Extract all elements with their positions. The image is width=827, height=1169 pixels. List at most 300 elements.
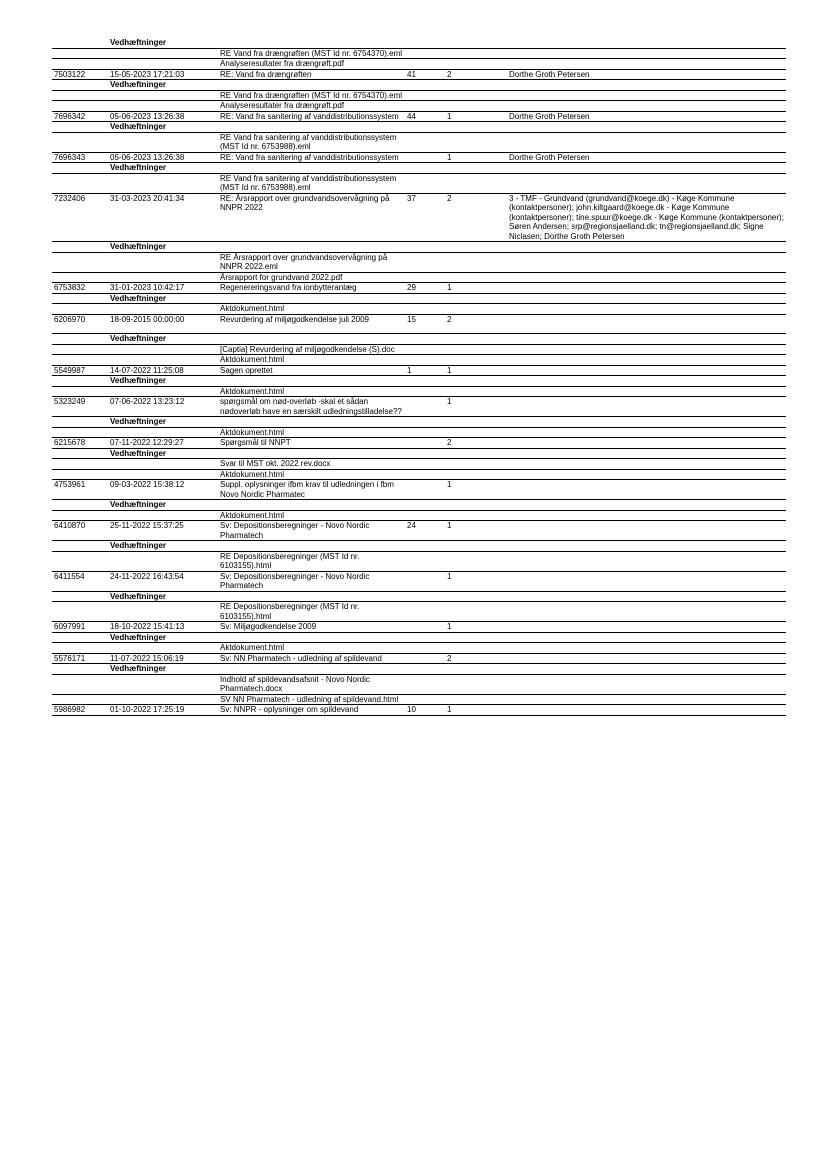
document-attachment-count: 1 [445,111,507,122]
document-row [52,397,786,417]
empty-cell [405,304,445,315]
empty-cell [52,448,108,459]
document-row [52,571,786,591]
empty-cell [405,551,445,571]
document-title: Sv: Depositionsberegninger - Novo Nordic Pharmatech [218,521,405,541]
empty-cell [445,293,507,304]
empty-cell [507,334,786,345]
attachment-name: RE Vand fra drængrøften (MST Id nr. 6754370).eml [218,48,405,59]
empty-cell [108,344,218,355]
attachment-name: Aktdokument.html [218,469,405,480]
document-row [52,152,786,163]
empty-cell [445,252,507,272]
attachment-row [52,674,786,694]
document-count: 1 [405,365,445,376]
empty-cell [507,90,786,101]
attachment-row [52,101,786,112]
empty-cell [507,386,786,397]
empty-cell [445,80,507,91]
document-date: 14-07-2022 11:25:08 [108,365,218,376]
attachment-row [52,344,786,355]
attachment-row [52,272,786,283]
document-date: 01-10-2022 17:25:19 [108,705,218,716]
empty-cell [405,252,445,272]
empty-cell [52,541,108,552]
document-id: 7696343 [52,152,108,163]
empty-cell [218,242,405,253]
attachments-label: Vedhæftninger [108,500,218,511]
attachments-label: Vedhæftninger [108,122,218,133]
attachments-label: Vedhæftninger [108,448,218,459]
empty-cell [507,510,786,521]
document-attachment-count: 1 [445,571,507,591]
empty-cell [108,551,218,571]
attachment-row [52,469,786,480]
empty-cell [218,163,405,174]
empty-cell [445,355,507,366]
attachments-label: Vedhæftninger [108,293,218,304]
attachments-header-row [52,242,786,253]
document-date: 18-10-2022 15:41:13 [108,622,218,633]
empty-cell [445,376,507,387]
document-date: 25-11-2022 15:37:25 [108,521,218,541]
empty-cell [445,417,507,428]
empty-cell [507,293,786,304]
document-recipients [507,653,786,664]
empty-cell [108,694,218,705]
document-id: 5323249 [52,397,108,417]
empty-cell [108,674,218,694]
attachment-row [52,355,786,366]
attachment-row [52,643,786,654]
document-recipients [507,521,786,541]
empty-cell [445,694,507,705]
attachments-label: Vedhæftninger [108,417,218,428]
attachments-label: Vedhæftninger [108,632,218,643]
document-id: 7696342 [52,111,108,122]
document-count [405,653,445,664]
attachments-label: Vedhæftninger [108,80,218,91]
attachment-row [52,459,786,470]
attachment-name: RE Depositionsberegninger (MST Id nr. 6103155).html [218,551,405,571]
document-count: 44 [405,111,445,122]
empty-cell [405,38,445,48]
document-attachment-count: 1 [445,622,507,633]
empty-cell [405,469,445,480]
empty-cell [405,293,445,304]
document-row [52,622,786,633]
document-count: 37 [405,193,445,242]
empty-cell [405,417,445,428]
document-date: 15-05-2023 17:21:03 [108,69,218,80]
empty-cell [52,122,108,133]
document-id: 5576171 [52,653,108,664]
empty-cell [108,272,218,283]
document-title: RE: Vand fra sanitering af vanddistributionssystem [218,111,405,122]
empty-cell [218,632,405,643]
empty-cell [218,293,405,304]
empty-cell [405,500,445,511]
attachment-name: Årsrapport for grundvand 2022.pdf [218,272,405,283]
attachments-label: Vedhæftninger [108,242,218,253]
empty-cell [445,448,507,459]
empty-cell [507,602,786,622]
document-recipients [507,314,786,334]
document-row [52,69,786,80]
empty-cell [218,448,405,459]
document-title: Sv: Depositionsberegninger - Novo Nordic Pharmatech [218,571,405,591]
empty-cell [52,59,108,70]
empty-cell [405,459,445,470]
empty-cell [507,643,786,654]
empty-cell [445,541,507,552]
empty-cell [507,417,786,428]
document-title: Sv: NN Pharmatech - udledning af spildevand [218,653,405,664]
empty-cell [445,386,507,397]
empty-cell [507,541,786,552]
empty-cell [507,59,786,70]
document-attachment-count: 1 [445,397,507,417]
empty-cell [108,48,218,59]
empty-cell [405,427,445,438]
empty-cell [108,90,218,101]
document-recipients: Dorthe Groth Petersen [507,111,786,122]
empty-cell [405,101,445,112]
empty-cell [507,163,786,174]
empty-cell [507,344,786,355]
attachments-label: Vedhæftninger [108,38,218,48]
empty-cell [405,386,445,397]
empty-cell [405,448,445,459]
empty-cell [218,38,405,48]
attachment-name: RE Vand fra drængrøften (MST Id nr. 6754370).eml [218,90,405,101]
attachments-header-row [52,334,786,345]
empty-cell [52,664,108,675]
document-list-table [52,38,786,716]
document-count [405,438,445,449]
empty-cell [52,355,108,366]
attachment-name: RE Årsrapport over grundvandsovervågning på NNPR 2022.eml [218,252,405,272]
document-title: RE: Vand fra drængrøften [218,69,405,80]
empty-cell [52,304,108,315]
document-date: 09-03-2022 15:38:12 [108,480,218,500]
empty-cell [445,632,507,643]
attachments-header-row [52,664,786,675]
attachment-name: Aktdokument.html [218,427,405,438]
document-count: 15 [405,314,445,334]
document-id: 6206970 [52,314,108,334]
empty-cell [445,602,507,622]
empty-cell [445,591,507,602]
empty-cell [405,344,445,355]
empty-cell [405,90,445,101]
document-attachment-count: 1 [445,152,507,163]
attachments-header-row [52,591,786,602]
document-row [52,521,786,541]
document-title: Sagen oprettet [218,365,405,376]
empty-cell [405,242,445,253]
document-attachment-count: 2 [445,653,507,664]
empty-cell [507,551,786,571]
document-date: 07-11-2022 12:29:27 [108,438,218,449]
empty-cell [405,541,445,552]
document-id: 6411554 [52,571,108,591]
empty-cell [507,448,786,459]
document-id: 5549987 [52,365,108,376]
empty-cell [445,122,507,133]
empty-cell [108,469,218,480]
document-attachment-count: 1 [445,365,507,376]
empty-cell [52,334,108,345]
attachment-row [52,602,786,622]
empty-cell [218,376,405,387]
attachment-name: RE Vand fra sanitering af vanddistributionssystem (MST Id nr. 6753988).eml [218,132,405,152]
empty-cell [405,272,445,283]
empty-cell [52,242,108,253]
document-date: 18-09-2015 00:00:00 [108,314,218,334]
document-row [52,111,786,122]
attachments-header-row [52,541,786,552]
empty-cell [52,173,108,193]
document-recipients [507,622,786,633]
document-date: 24-11-2022 16:43:54 [108,571,218,591]
empty-cell [507,355,786,366]
document-count: 29 [405,283,445,294]
document-recipients: Dorthe Groth Petersen [507,152,786,163]
empty-cell [405,674,445,694]
attachment-row [52,304,786,315]
empty-cell [507,80,786,91]
empty-cell [445,132,507,152]
empty-cell [405,122,445,133]
empty-cell [405,355,445,366]
empty-cell [507,694,786,705]
document-row [52,193,786,242]
document-row [52,705,786,716]
empty-cell [445,334,507,345]
empty-cell [52,602,108,622]
document-recipients [507,397,786,417]
document-recipients [507,365,786,376]
empty-cell [52,459,108,470]
empty-cell [507,427,786,438]
attachments-header-row [52,632,786,643]
document-row [52,438,786,449]
empty-cell [52,293,108,304]
attachments-label: Vedhæftninger [108,163,218,174]
attachment-row [52,386,786,397]
empty-cell [52,417,108,428]
empty-cell [445,469,507,480]
document-id: 7503122 [52,69,108,80]
attachment-row [52,132,786,152]
empty-cell [445,242,507,253]
attachment-row [52,59,786,70]
attachment-row [52,48,786,59]
empty-cell [52,38,108,48]
empty-cell [507,500,786,511]
empty-cell [507,242,786,253]
document-title: RE: Årsrapport over grundvandsovervågning på NNPR 2022 [218,193,405,242]
empty-cell [52,500,108,511]
empty-cell [108,173,218,193]
attachment-row [52,694,786,705]
document-recipients [507,705,786,716]
empty-cell [507,674,786,694]
document-count [405,397,445,417]
empty-cell [108,459,218,470]
document-attachment-count: 2 [445,438,507,449]
empty-cell [218,417,405,428]
empty-cell [405,694,445,705]
document-count [405,152,445,163]
attachment-name: RE Depositionsberegninger (MST Id nr. 6103155).html [218,602,405,622]
document-recipients [507,283,786,294]
empty-cell [108,101,218,112]
empty-cell [218,591,405,602]
document-count: 24 [405,521,445,541]
document-count [405,480,445,500]
attachment-row [52,173,786,193]
attachment-name: Aktdokument.html [218,643,405,654]
attachments-header-row [52,417,786,428]
document-title: spørgsmål om nød-overløb -skal et sådan nødoverløb have en særskilt udledningstilladelse?? [218,397,405,417]
empty-cell [405,376,445,387]
document-recipients [507,571,786,591]
attachment-name: SV NN Pharmatech - udledning af spildevand.html [218,694,405,705]
empty-cell [507,591,786,602]
empty-cell [445,664,507,675]
empty-cell [445,643,507,654]
document-row [52,283,786,294]
empty-cell [108,59,218,70]
empty-cell [507,48,786,59]
document-id: 4753961 [52,480,108,500]
attachment-row [52,427,786,438]
empty-cell [52,510,108,521]
empty-cell [218,664,405,675]
empty-cell [218,541,405,552]
attachment-row [52,252,786,272]
empty-cell [108,355,218,366]
empty-cell [405,664,445,675]
attachment-name: Indhold af spildevandsafsnit - Novo Nordic Pharmatech.docx [218,674,405,694]
empty-cell [445,48,507,59]
empty-cell [52,132,108,152]
document-recipients: 3 - TMF - Grundvand (grundvand@koege.dk) - Køge Kommune (kontaktpersoner); john.kiltgaard@koege.dk - Køge Kommune (kontaktpersoner); tine.spuur@koege.dk - Køge Kommune (kontaktpersoner); Søren Andersen; srp@regionsjaelland.dk; tn@regionsjaelland.dk; Signe Niclasen; Dorthe Groth Petersen [507,193,786,242]
document-attachment-count: 1 [445,521,507,541]
empty-cell [445,459,507,470]
attachments-header-row [52,500,786,511]
document-title: Spørgsmål til NNPT [218,438,405,449]
document-date: 31-03-2023 20:41:34 [108,193,218,242]
empty-cell [52,252,108,272]
attachments-header-row [52,80,786,91]
attachments-label: Vedhæftninger [108,591,218,602]
empty-cell [405,48,445,59]
attachment-name: Svar til MST okt. 2022 rev.docx [218,459,405,470]
document-attachment-count: 2 [445,69,507,80]
empty-cell [507,272,786,283]
empty-cell [108,427,218,438]
document-title: RE: Vand fra sanitering af vanddistributionssystem [218,152,405,163]
empty-cell [445,551,507,571]
empty-cell [108,643,218,654]
empty-cell [108,510,218,521]
document-attachment-count: 2 [445,314,507,334]
document-date: 07-06-2022 13:23:12 [108,397,218,417]
empty-cell [507,469,786,480]
document-attachment-count: 1 [445,705,507,716]
document-id: 7232406 [52,193,108,242]
empty-cell [405,132,445,152]
empty-cell [507,101,786,112]
empty-cell [445,304,507,315]
empty-cell [405,163,445,174]
empty-cell [445,38,507,48]
empty-cell [218,500,405,511]
attachment-name: Aktdokument.html [218,386,405,397]
attachments-header-row [52,122,786,133]
attachment-name: Aktdokument.html [218,304,405,315]
document-date: 05-06-2023 13:26:38 [108,111,218,122]
empty-cell [445,427,507,438]
attachments-label: Vedhæftninger [108,664,218,675]
empty-cell [445,173,507,193]
document-count: 41 [405,69,445,80]
empty-cell [507,376,786,387]
document-recipients: Dorthe Groth Petersen [507,69,786,80]
attachment-name: Analyseresultater fra drængrøft.pdf [218,101,405,112]
empty-cell [507,459,786,470]
empty-cell [108,602,218,622]
document-id: 6097991 [52,622,108,633]
empty-cell [52,80,108,91]
empty-cell [52,643,108,654]
empty-cell [507,252,786,272]
document-count [405,622,445,633]
attachments-header-row [52,448,786,459]
empty-cell [507,664,786,675]
attachment-row [52,510,786,521]
attachments-label: Vedhæftninger [108,334,218,345]
empty-cell [405,643,445,654]
empty-cell [445,500,507,511]
empty-cell [108,304,218,315]
empty-cell [507,122,786,133]
document-id: 6215678 [52,438,108,449]
document-title: Sv: NNPR - oplysninger om spildevand [218,705,405,716]
document-title: Suppl. oplysninger ifbm krav til udledningen i fbm Novo Nordic Pharmatec [218,480,405,500]
empty-cell [52,674,108,694]
empty-cell [507,38,786,48]
empty-cell [405,591,445,602]
empty-cell [52,48,108,59]
empty-cell [52,632,108,643]
document-row [52,314,786,334]
empty-cell [445,163,507,174]
empty-cell [52,386,108,397]
empty-cell [52,90,108,101]
empty-cell [52,694,108,705]
attachments-header-row [52,163,786,174]
attachment-name: Aktdokument.html [218,355,405,366]
empty-cell [52,469,108,480]
empty-cell [445,59,507,70]
empty-cell [445,510,507,521]
empty-cell [405,602,445,622]
empty-cell [52,344,108,355]
